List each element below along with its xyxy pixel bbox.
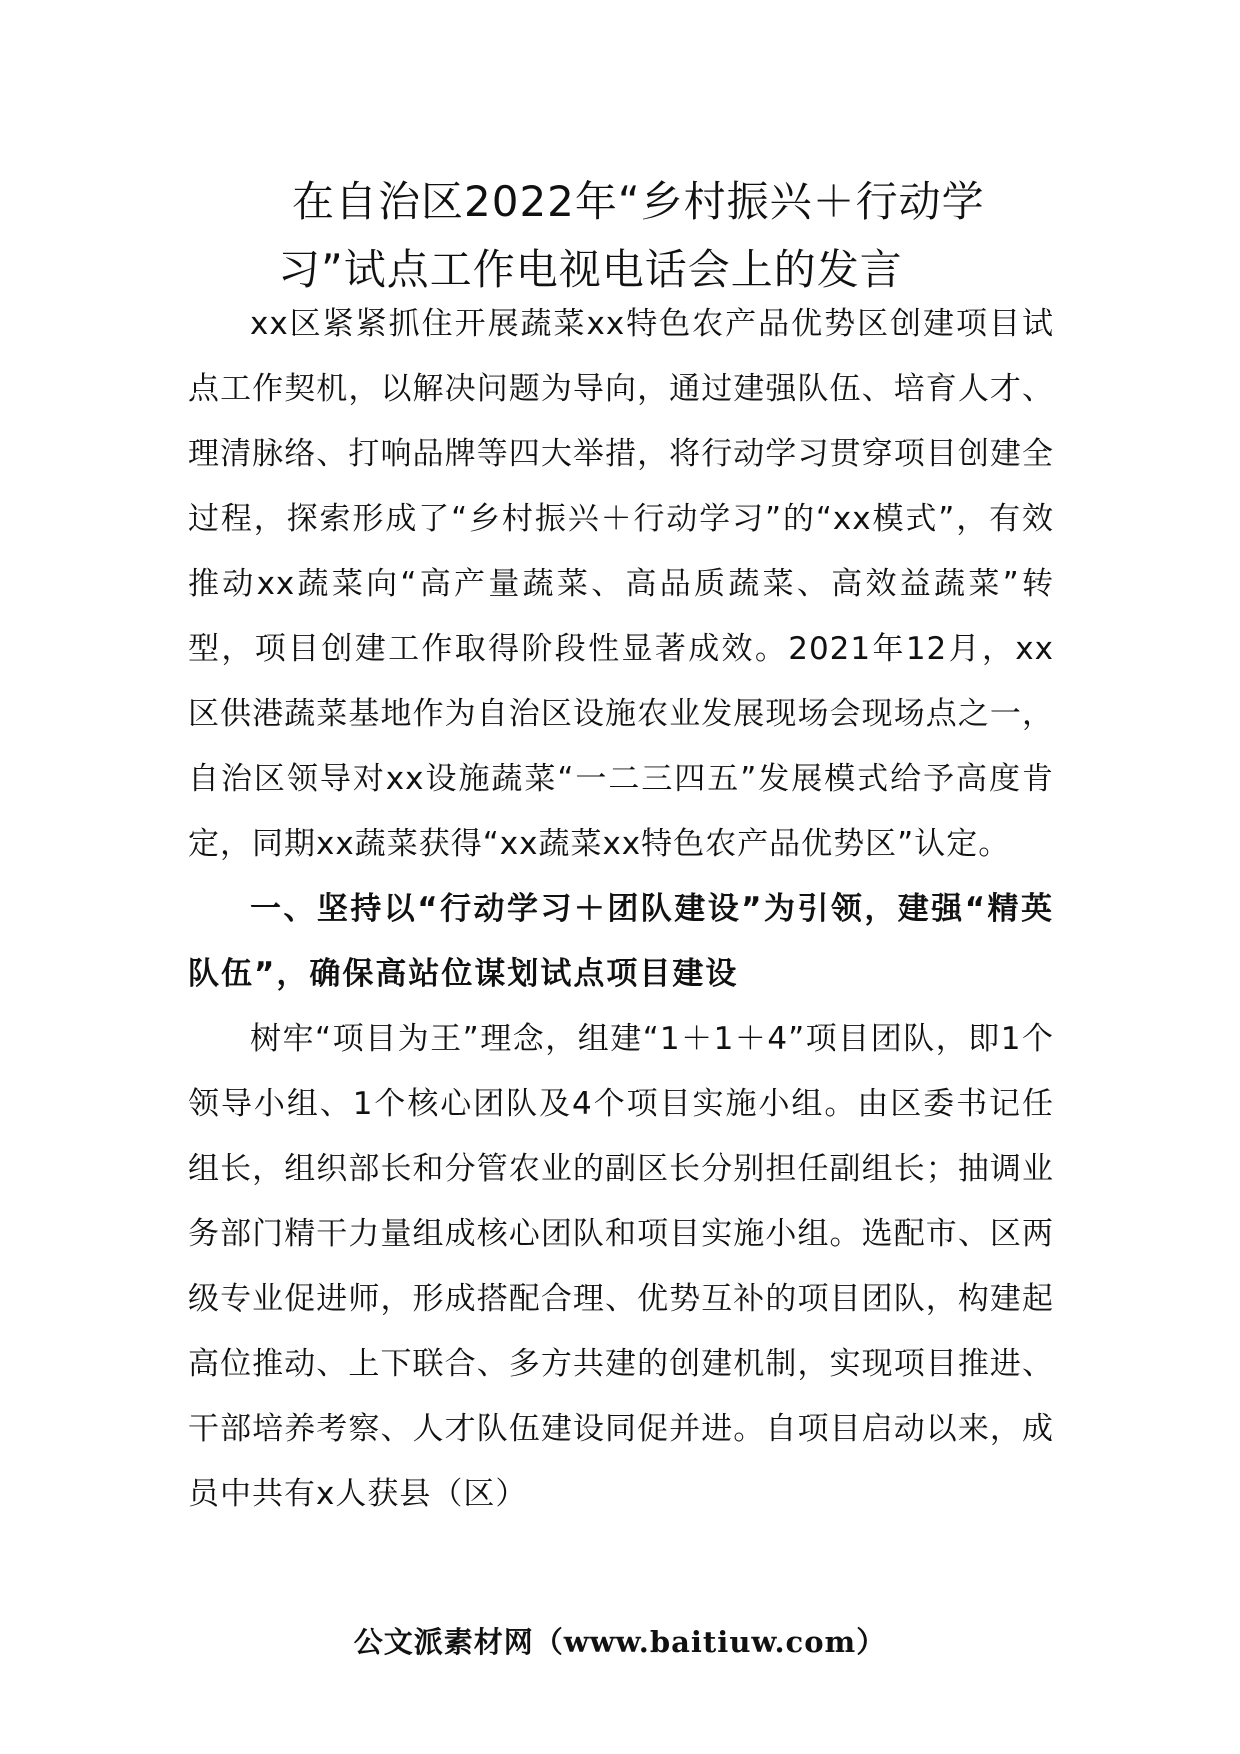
document-body bbox=[188, 292, 1054, 1527]
section-heading-1: 一、坚持以“行动学习＋团队建设”为引领，建强“精英队伍”，确保高站位谋划试点项目建设 bbox=[188, 891, 1054, 992]
document-title-line-2: 习”试点工作电视电话会上的发言 bbox=[278, 245, 903, 294]
document-title-line-1: 在自治区2022年“乡村振兴＋行动学 bbox=[292, 177, 985, 226]
footer-watermark: 公文派素材网（www.baitiuw.com） bbox=[353, 1625, 887, 1659]
paragraph-intro: xx区紧紧抓住开展蔬菜xx特色农产品优势区创建项目试点工作契机，以解决问题为导向，通过建强队伍、培育人才、理清脉络、打响品牌等四大举措，将行动学习贯穿项目创建全过程，探索形成了“乡村振兴＋行动学习”的“xx模式”，有效推动xx蔬菜向“高产量蔬菜、高品质蔬菜、高效益蔬菜”转型，项目创建工作取得阶段性显著成效。2021年12月，xx区供港蔬菜基地作为自治区设施农业发展现场会现场点之一，自治区领导对xx设施蔬菜“一二三四五”发展模式给予高度肯定，同期xx蔬菜获得“xx蔬菜xx特色农产品优势区”认定。 bbox=[188, 306, 1054, 862]
paragraph-section-1: 树牢“项目为王”理念，组建“1＋1＋4”项目团队，即1个领导小组、1个核心团队及4个项目实施小组。由区委书记任组长，组织部长和分管农业的副区长分别担任副组长；抽调业务部门精干力量组成核心团队和项目实施小组。选配市、区两级专业促进师，形成搭配合理、优势互补的项目团队，构建起高位推动、上下联合、多方共建的创建机制，实现项目推进、干部培养考察、人才队伍建设同促并进。自项目启动以来，成员中共有x人获县（区） bbox=[188, 1021, 1054, 1512]
